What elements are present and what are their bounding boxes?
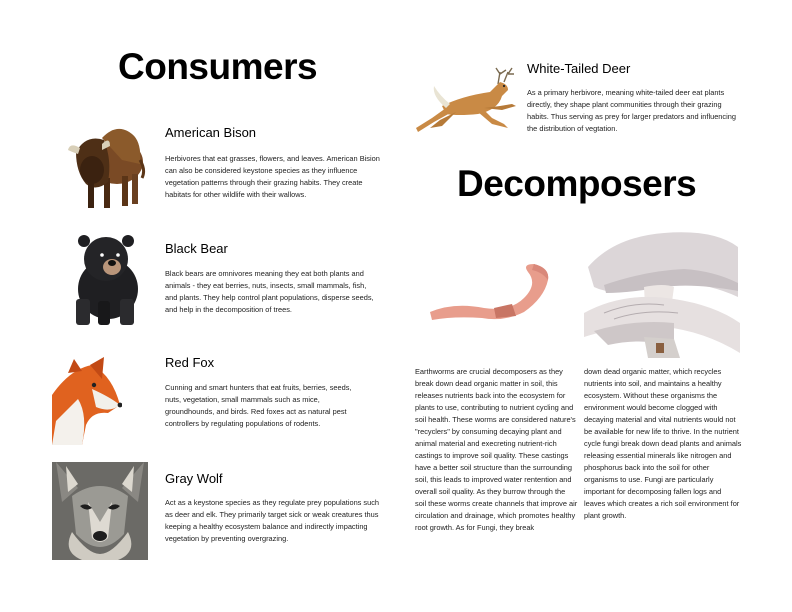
wolf-description: Act as a keystone species as they regulate prey populations such as deer and elk. They primarily target sick or weak creatures thus keeping a healthy ecosystem balance and indirectly impacting vegetation by preventing overgrazing. bbox=[165, 498, 380, 543]
wolf-title: Gray Wolf bbox=[165, 471, 223, 486]
bear-icon bbox=[70, 235, 140, 327]
deer-description: As a primary herbivore, meaning white-tailed deer eat plants directly, they shape plant communities through their grazing habits. Thus serving as prey for larger predators and influencing the distribution of vegtation. bbox=[527, 88, 736, 133]
bison-title: American Bison bbox=[165, 125, 257, 140]
bison-description: Herbivores that eat grasses, flowers, and leaves. American Bision can also be considered keystone species as they influence vegetation patterns through their grazing habits. They create habitats for other wildlife with their wallows. bbox=[165, 154, 380, 199]
decomposers-heading: Decomposers bbox=[457, 163, 697, 204]
deer-icon bbox=[412, 66, 522, 136]
mushroom-icon bbox=[584, 227, 740, 358]
bear-description: Black bears are omnivores meaning they eat both plants and animals - they eat berries, nuts, insects, small mammals, fish, and plants. They help control plant populations, disperse seeds, and help in the decomposition of trees. bbox=[165, 269, 374, 314]
consumers-heading: Consumers bbox=[118, 46, 318, 87]
fox-description: Cunning and smart hunters that eat fruits, berries, seeds, nuts, vegetation, small mammals such as mice, groundhounds, and birds. Red foxes act as natural pest controllers by regulating populations of rodents. bbox=[165, 383, 352, 428]
deer-title: White-Tailed Deer bbox=[527, 61, 631, 76]
earthworm-icon bbox=[424, 258, 574, 322]
decomposers-column-2: down dead organic matter, which recycles nutrients into soil, and maintains a healthy ecosystem. Without these organisms the environment would become clogged with decaying material and vital nutrients would not be available for new life to thrive. In the nutrient cycle fungi break down dead plants and animals releasing essential minerals like nitrogen and phosphorus back into the soil for other organisms to use. Fungi are particularly important for decomposing fallen logs and leaves which creates a rich soil environment for plant growth. bbox=[584, 367, 742, 520]
bison-icon bbox=[62, 120, 146, 212]
fox-title: Red Fox bbox=[165, 355, 215, 370]
wolf-icon bbox=[52, 462, 148, 560]
fox-icon bbox=[52, 355, 122, 445]
decomposers-column-1: Earthworms are crucial decomposers as they break down dead organic matter in soil, this releases nutrients back into the ecosystem for plants to use, contributing to nutrient cycling and soil health. These worms are considered nature's "recyclers" by consuming decaying plant and animal material and execreting nutrient-rich castings to improve soil quality. These castings have a better soil structure than the surrounding soil, this leads to improved water rentention and overall soil quality. As they burrow through the soil these worms create channels that improve air circulation and drainage, which promotes healthy root growth. As for Fungi, they break bbox=[415, 367, 578, 532]
bear-title: Black Bear bbox=[165, 241, 228, 256]
